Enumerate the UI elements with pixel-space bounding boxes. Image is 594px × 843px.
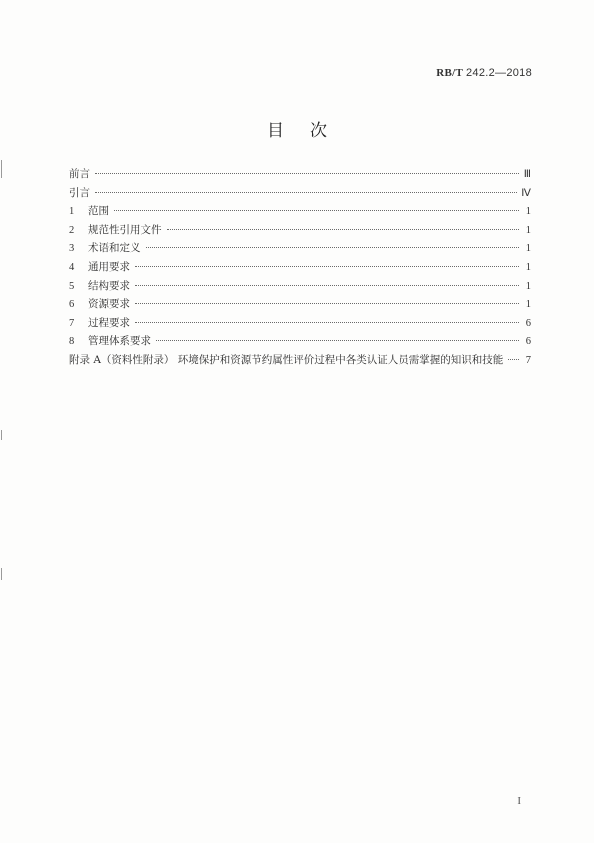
- toc-entry-number: 6: [69, 299, 75, 311]
- toc-entry-8[interactable]: [69, 332, 531, 351]
- toc-entry-label: 资源要求: [88, 298, 130, 311]
- toc-entry-page: 1: [525, 299, 531, 311]
- dot-leader: [156, 330, 519, 341]
- toc-entry-label: 管理体系要求: [88, 335, 151, 348]
- toc-entry-label: 附录 A（资料性附录） 环境保护和资源节约属性评价过程中各类认证人员需掌握的知识和技能: [69, 353, 504, 366]
- toc-entry-number: 2: [69, 224, 75, 236]
- dot-leader: [146, 237, 520, 248]
- scan-edge-mark: [1, 160, 2, 178]
- dot-leader: [114, 200, 519, 211]
- toc-entry-label: 范围: [88, 205, 109, 218]
- toc-entry-number: 7: [69, 317, 75, 329]
- dot-leader: [95, 163, 519, 174]
- dot-leader: [508, 349, 519, 360]
- standard-prefix: RB/T: [436, 67, 463, 79]
- toc-entry-appendix-a[interactable]: [69, 351, 531, 370]
- toc-entry-label: 过程要求: [88, 316, 130, 329]
- dot-leader: [95, 182, 517, 193]
- toc-entry-page: 1: [525, 261, 531, 273]
- toc-entry-number: 3: [69, 243, 75, 255]
- standard-number: 242.2—2018: [466, 67, 532, 79]
- toc-entry-page: 1: [525, 243, 531, 255]
- dot-leader: [135, 312, 519, 323]
- toc-entry-label: 引言: [69, 186, 90, 199]
- page-title: 目次: [267, 121, 353, 141]
- standard-code: [436, 67, 532, 79]
- toc-entry-number: 8: [69, 336, 75, 348]
- toc-entry-page: Ⅳ: [521, 187, 531, 199]
- toc-entry-label: 通用要求: [88, 260, 130, 273]
- scan-edge-mark: [1, 430, 2, 440]
- page-number: I: [517, 795, 521, 807]
- dot-leader: [135, 275, 519, 286]
- toc-entry-label: 前言: [69, 168, 90, 180]
- dot-leader: [135, 293, 519, 304]
- dot-leader: [135, 256, 519, 267]
- toc-entry-page: 1: [525, 280, 531, 292]
- toc-entry-label: 结构要求: [88, 279, 130, 292]
- toc-entry-label: 规范性引用文件: [88, 223, 162, 236]
- toc-entry-page: 7: [525, 354, 531, 366]
- toc-entry-number: 1: [69, 206, 75, 218]
- toc-entry-page: 1: [525, 224, 531, 236]
- toc-entry-number: 4: [69, 261, 75, 273]
- table-of-contents: [69, 165, 531, 370]
- toc-entry-page: 1: [525, 206, 531, 218]
- toc-entry-page: 6: [525, 317, 531, 329]
- toc-entry-label: 术语和定义: [88, 242, 141, 255]
- toc-entry-number: 5: [69, 280, 75, 292]
- toc-entry-page: 6: [525, 336, 531, 348]
- scan-edge-mark: [1, 568, 2, 580]
- dot-leader: [167, 219, 520, 230]
- toc-entry-page: Ⅲ: [523, 169, 531, 180]
